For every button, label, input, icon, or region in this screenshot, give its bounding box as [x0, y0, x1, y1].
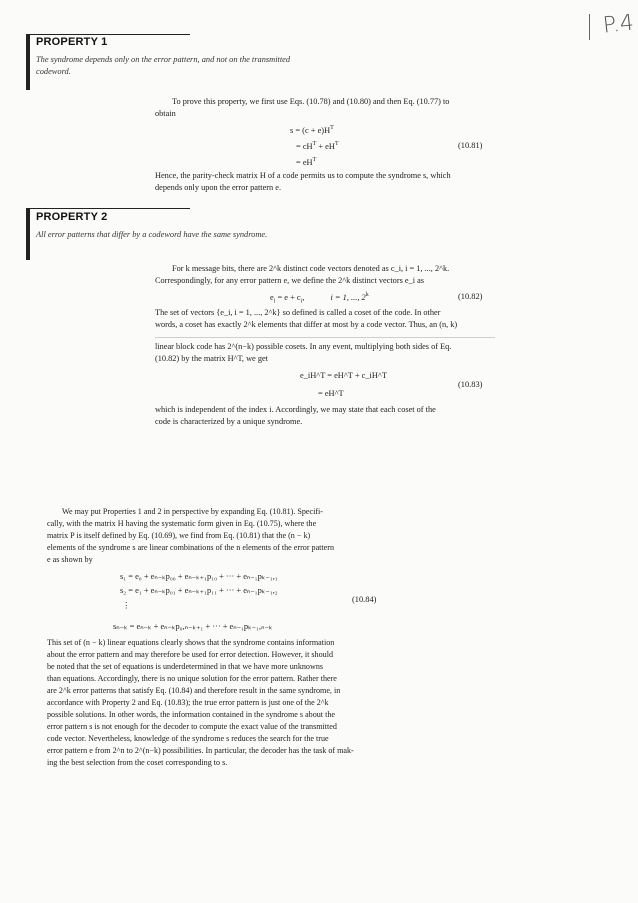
eq1081-l1: s = (c + e)H	[290, 125, 331, 135]
para8-line7: possible solutions. In other words, the information contained in the syndrome s about the	[47, 710, 335, 719]
eq1081-line1: $s = (c + e)H^T$	[290, 125, 334, 135]
eq1084-line4: sₙ₋ₖ = eₙ₋ₖ + eₙ₋ₖp₀,ₙ₋ₖ₊₁ + ··· + eₙ₋₁pₖ₋₁,ₙ₋ₖ	[113, 622, 273, 631]
eq1081-number: (10.81)	[458, 141, 483, 150]
para8-line8: error pattern s is not enough for the decoder to compute the exact value of the transmitted	[47, 722, 337, 731]
eq1081-line3: = $eH^T$	[296, 157, 317, 167]
para2-line1: Hence, the parity-check matrix H of a code permits us to compute the syndrome s, which	[155, 171, 451, 180]
property1-line1: The syndrome depends only on the error pattern, and not on the transmitted	[36, 55, 291, 64]
para4-line2: words, a coset has exactly 2^k elements that differ at most by a code vector. Thus, an (n, k)	[155, 320, 458, 329]
para7-line3: matrix P is itself defined by Eq. (10.69), we find from Eq. (10.81) that the (n − k)	[47, 531, 311, 540]
para7-line2: cally, with the matrix H having the systematic form given in Eq. (10.75), where the	[47, 519, 317, 528]
para8-line6: accordance with Property 2 and Eq. (10.83); the true error pattern is just one of the 2^k	[47, 698, 329, 707]
eq1084-line2: s₂ = e₁ + eₙ₋ₖp₀₁ + eₙ₋ₖ₊₁p₁₁ + ··· + eₙ₋₁pₖ₋₁,₂	[120, 586, 278, 595]
para8-line5: are 2^k error patterns that satisfy Eq. (10.84) and therefore result in the same syndrome, in	[47, 686, 341, 695]
para8-line3: be noted that the set of equations is underdetermined in that we have more unknowns	[47, 662, 324, 671]
eq1081-l2: = cH	[296, 141, 313, 151]
eq1083-line2: = eH^T	[318, 389, 344, 398]
eq1082-number: (10.82)	[458, 292, 483, 301]
property1-sidebar	[26, 34, 30, 90]
eq1082-range: i = 1, ..., 2	[330, 292, 366, 302]
property2-title: PROPERTY 2	[36, 211, 108, 223]
eq1082-lhs: e	[270, 292, 274, 302]
para3-line1: For k message bits, there are 2^k distinct code vectors denoted as c_i, i = 1, ..., 2^k.	[172, 264, 450, 273]
para8-line10: error pattern e from 2^n to 2^(n−k) possibilities. In particular, the decoder has the task of mak-	[47, 746, 354, 755]
para6-line1: which is independent of the index i. Accordingly, we may state that each coset of the	[155, 405, 436, 414]
property1-line2: codeword.	[36, 67, 71, 76]
para1-line1: To prove this property, we first use Eqs. (10.78) and (10.80) and then Eq. (10.77) to	[172, 97, 450, 106]
eq1083-line1: e_iH^T = eH^T + c_iH^T	[300, 371, 387, 380]
para3-line2: Correspondingly, for any error pattern e, we define the 2^k distinct vectors e_i as	[155, 276, 425, 285]
scan-divider	[155, 337, 495, 338]
para8-line2: about the error pattern and may therefore be used for error detection. However, it should	[47, 650, 333, 659]
handwritten-bracket-line	[589, 14, 590, 40]
property2-sidebar	[26, 208, 30, 260]
para5-line1: linear block code has 2^(n−k) possible cosets. In any event, multiplying both sides of Eq.	[155, 342, 452, 351]
eq1081-l2b: + eH	[316, 141, 335, 151]
para7-line1: We may put Properties 1 and 2 in perspective by expanding Eq. (10.81). Specifi-	[62, 507, 323, 516]
eq1082-line: $e_i = e + c_i$, i = 1, ..., 2$^k$	[270, 292, 369, 305]
eq1081-l3: = eH	[296, 157, 313, 167]
eq1084-number: (10.84)	[352, 595, 377, 604]
para1-line2: obtain	[155, 109, 176, 118]
para8-line9: code vector. Nevertheless, knowledge of the syndrome s reduces the search for the true	[47, 734, 329, 743]
para5-line2: (10.82) by the matrix H^T, we get	[155, 354, 268, 363]
para8-line11: ing the best selection from the coset corresponding to s.	[47, 758, 228, 767]
eq1083-number: (10.83)	[458, 380, 483, 389]
para4-line1: The set of vectors {e_i, i = 1, ..., 2^k} so defined is called a coset of the code. In other	[155, 308, 441, 317]
para8-line4: than equations. Accordingly, there is no unique solution for the error pattern. Rather there	[47, 674, 337, 683]
eq1082-rhs: = e + c	[275, 292, 301, 302]
para2-line2: depends only upon the error pattern e.	[155, 183, 282, 192]
handwritten-page-label: P.4	[601, 10, 636, 39]
eq1081-line2: = $cH^T + eH^T$	[296, 141, 339, 151]
property2-line1: All error patterns that differ by a codeword have the same syndrome.	[36, 230, 268, 239]
property1-title: PROPERTY 1	[36, 36, 108, 48]
eq1084-line1: s₁ = e₀ + eₙ₋ₖp₀₀ + eₙ₋ₖ₊₁p₁₀ + ··· + eₙ₋₁pₖ₋₁,₁	[120, 572, 278, 581]
para6-line2: code is characterized by a unique syndrome.	[155, 417, 303, 426]
para7-line5: e as shown by	[47, 555, 93, 564]
para7-line4: elements of the syndrome s are linear combinations of the n elements of the error pattern	[47, 543, 335, 552]
eq1084-line3: ⋮	[122, 601, 131, 610]
para8-line1: This set of (n − k) linear equations clearly shows that the syndrome contains information	[47, 638, 335, 647]
